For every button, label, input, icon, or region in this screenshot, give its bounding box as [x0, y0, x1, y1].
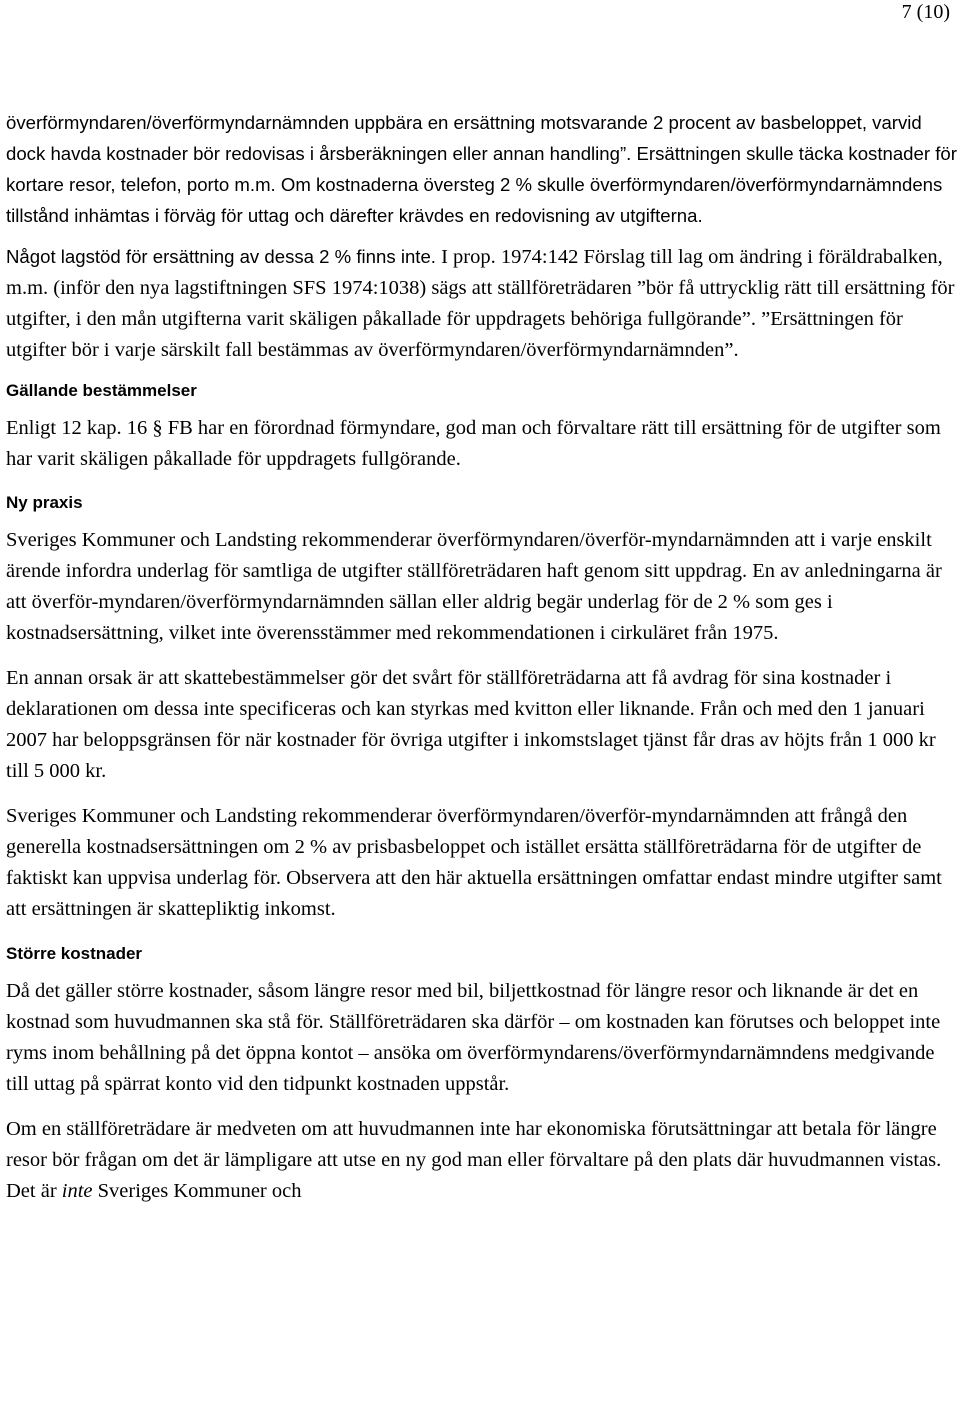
paragraph-prop-rest: I prop. 1974:142 Förslag till lag om ändring i föräldrabalken, m.m. (inför den nya lagstiftningen SFS 1974:1038) sägs att ställföreträdaren ”bör få uttrycklig rätt till ersättning för utgifter, i den mån utgifterna varit skäligen påkallade för uppdragets behöriga fullgörande”. ”Ersättningen för utgifter bör i varje särskilt fall bestämmas av överförmyndaren/överförmyndarnämnden”. — [6, 246, 955, 361]
page-number: 7 (10) — [901, 1, 950, 23]
heading-gallande-bestammelser: Gällande bestämmelser — [6, 381, 197, 400]
paragraph-prop-lead: Något lagstöd för ersättning av dessa 2 % finns inte. — [6, 246, 436, 267]
paragraph-tax-reason: En annan orsak är att skattebestämmelser gör det svårt för ställföreträdarna att få avdrag för sina kostnader i deklarationen om dessa inte specificeras och kan styrkas med kvitton eller liknande. Från och med den 1 januari 2007 har beloppsgränsen för när kostnader för övriga utgifter i inkomstslaget tjänst får dras av höjts från 1 000 kr till 5 000 kr. — [6, 667, 936, 782]
document-body — [6, 107, 958, 1207]
heading-ny-praxis: Ny praxis — [6, 493, 83, 512]
paragraph-enligt-fb: Enligt 12 kap. 16 § FB har en förordnad förmyndare, god man och förvaltare rätt till ersättning för de utgifter som har varit skäligen påkallade för uppdragets fullgörande. — [6, 417, 941, 470]
paragraph-prop — [6, 241, 958, 366]
paragraph-recommendation-2: Sveriges Kommuner och Landsting rekommenderar överförmyndaren/överför-myndarnämnden att frångå den generella kostnadsersättningen om 2 % av prisbasbeloppet och istället ersätta ställföreträdarna för de utgifter de faktiskt kan uppvisa underlag för. Observera att den här aktuella ersättningen omfattar endast mindre utgifter samt att ersättningen är skattepliktig inkomst. — [6, 805, 942, 920]
heading-storre-kostnader: Större kostnader — [6, 944, 143, 963]
paragraph-economic-start: Om en ställföreträdare är medveten om att huvudmannen inte har ekonomiska förutsättningar att betala för längre resor bör frågan om det är lämpligare att utse en ny god man eller förvaltare på den plats där huvudmannen vistas. Det är — [6, 1118, 942, 1202]
paragraph-history-sans: överförmyndaren/överförmyndarnämnden uppbära en ersättning motsvarande 2 procent av basbeloppet, varvid dock havda kostnader bör redovisas i årsberäkningen eller annan handling”. Ersättningen skulle täcka kostnader för kortare resor, telefon, porto m.m. Om kostnaderna översteg 2 % skulle överförmyndaren/överförmyndarnämndens tillstånd inhämtas i förväg för uttag och därefter krävdes en redovisning av utgifterna. — [6, 112, 957, 226]
paragraph-recommendation-1: Sveriges Kommuner och Landsting rekommenderar överförmyndaren/överför-myndarnämnden att i varje enskilt ärende infordra underlag för samtliga de utgifter ställföreträdaren haft genom sitt uppdrag. En av anledningarna är att överför-myndaren/överförmyndarnämnden sällan eller aldrig begär underlag för de 2 % som ges i kostnadsersättning, vilket inte överensstämmer med rekommendationen i cirkuläret från 1975. — [6, 529, 942, 644]
emphasis-inte: inte — [61, 1180, 93, 1202]
paragraph-larger-costs: Då det gäller större kostnader, såsom längre resor med bil, biljettkostnad för längre resor och liknande är det en kostnad som huvudmannen ska stå för. Ställföreträdaren ska därför – om kostnaden kan förutses och beloppet inte ryms inom behållning på det öppna kontot – ansöka om överförmyndarens/överförmyndarnämndens medgivande till uttag på spärrat konto vid den tidpunkt kostnaden uppstår. — [6, 980, 941, 1095]
paragraph-economic-end: Sveriges Kommuner och — [92, 1180, 302, 1202]
paragraph-economic-conditions — [6, 1114, 958, 1207]
